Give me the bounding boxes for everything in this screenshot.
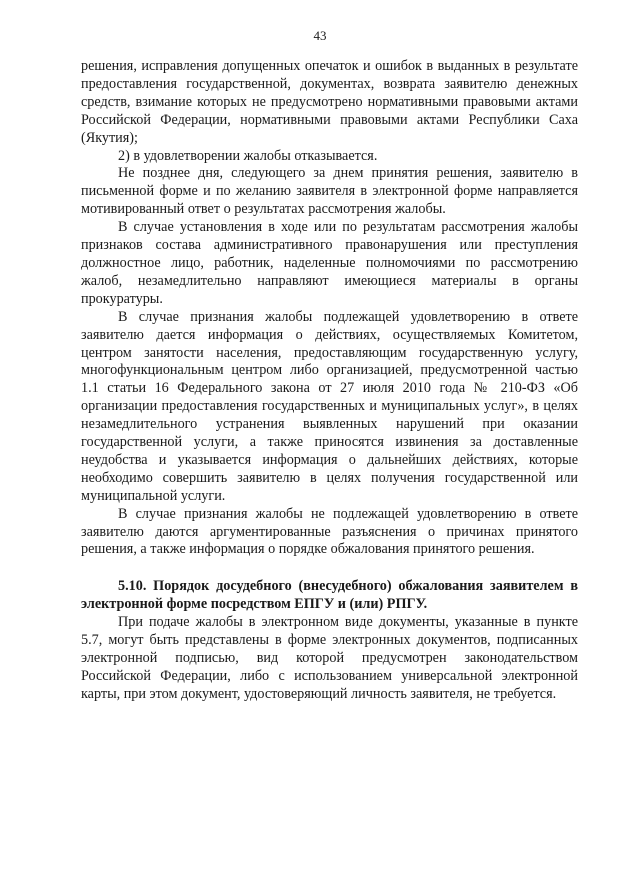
paragraph-refusal: 2) в удовлетворении жалобы отказывается. xyxy=(118,147,378,164)
paragraph-continuation: решения, исправления допущенных опечаток и ошибок в выданных в результате предоставления государственной, документах, возврата заявителю денежных средств, взимание которых не предусмотрено нормативными правовыми актами Российской Федерации, нормативными правовыми актами Республики Саха (Якутия); xyxy=(81,58,578,146)
section-body: При подаче жалобы в электронном виде документы, указанные в пункте 5.7, могут быть представлены в форме электронных документов, подписанных электронной подписью, вид которой предусмотрен законодательством Российской Федерации, либо с использованием универсальной электронной карты, при этом документ, удостоверяющий личность заявителя, не требуется. xyxy=(81,614,578,702)
paragraph-satisfaction: В случае признания жалобы подлежащей удовлетворению в ответе заявителю дается информация о действиях, осуществляемых Комитетом, центром занятости населения, предоставляющим государственную услугу, многофункциональным центром либо организацией, предусмотренной частью 1.1 статьи 16 Федерального закона от 27 июля 2010 года № 210-ФЗ «Об организации предоставления государственных и муниципальных услуг», в целях незамедлительного устранения выявленных нарушений при оказании государственной услуги, а также приносятся извинения за доставленные неудобства и указывается информация о дальнейших действиях, которые необходимо совершить заявителю в целях получения государственной или муниципальной услуги. xyxy=(81,308,578,504)
paragraph-prosecution: В случае установления в ходе или по результатам рассмотрения жалобы признаков состава административного правонарушения или преступления должностное лицо, работник, наделенные полномочиями по рассмотрению жалоб, незамедлительно направляют имеющиеся материалы в органы прокуратуры. xyxy=(81,219,578,307)
paragraph-rejection: В случае признания жалобы не подлежащей удовлетворению в ответе заявителю даются аргументированные разъяснения о причинах принятого решения, а также информация о порядке обжалования принятого решения. xyxy=(81,505,578,558)
document-body xyxy=(81,58,578,704)
paragraph-response-deadline: Не позднее дня, следующего за днем принятия решения, заявителю в письменной форме и по желанию заявителя в электронной форме направляется мотивированный ответ о результатах рассмотрения жалобы. xyxy=(81,165,578,218)
page-number: 43 xyxy=(313,28,327,43)
section-heading: 5.10. Порядок досудебного (внесудебного) обжалования заявителем в электронной форме посредством ЕПГУ и (или) РПГУ. xyxy=(81,578,578,613)
